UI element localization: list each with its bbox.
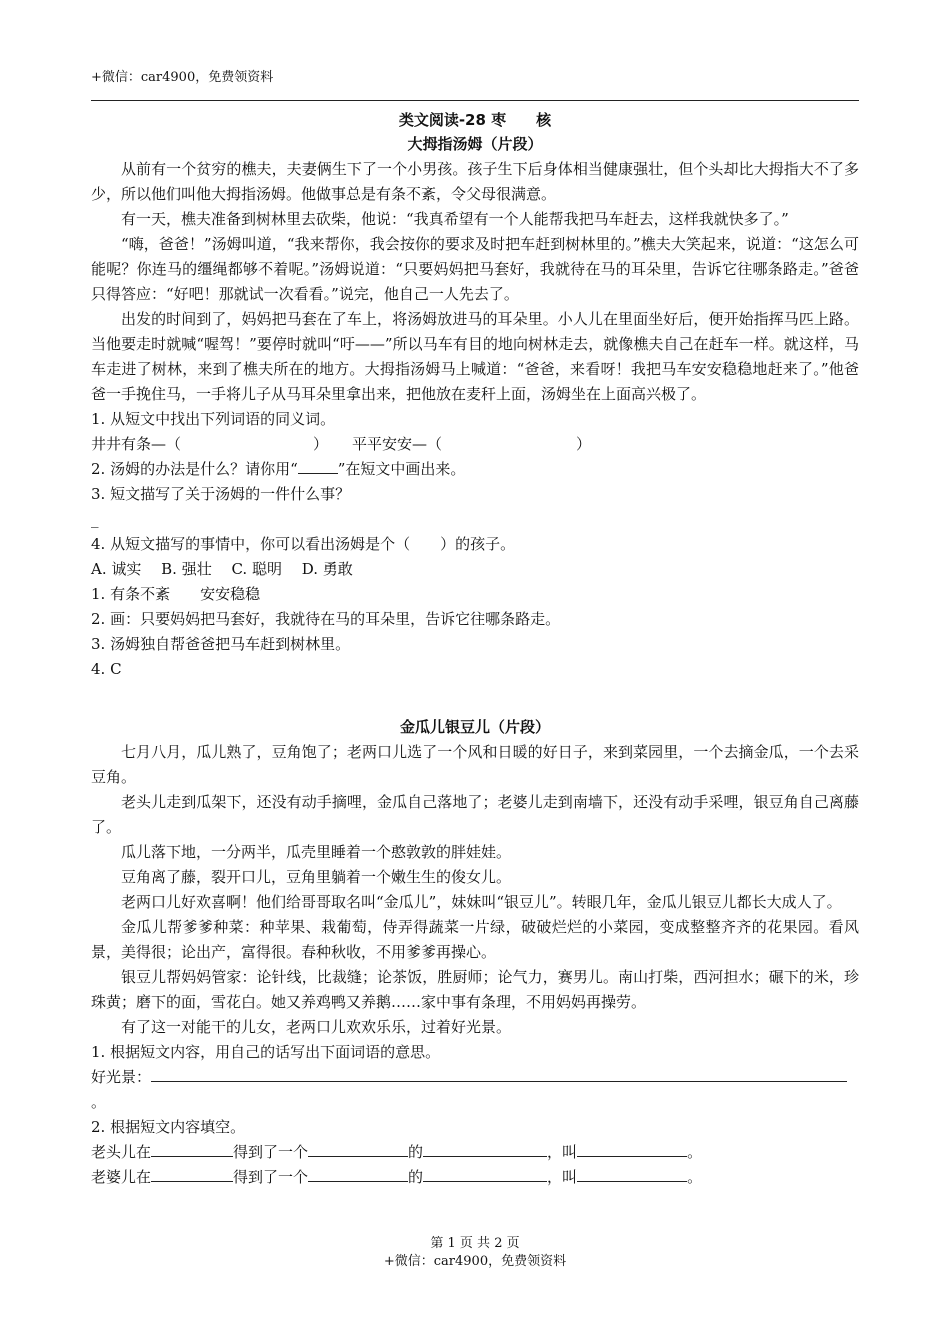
q1-answer-line[interactable]	[151, 1065, 847, 1082]
row2-blank-2[interactable]	[308, 1165, 408, 1182]
section2-title: 金瓜儿银豆儿（片段）	[399, 718, 550, 736]
q2-prefix: 2. 汤姆的办法是什么？请你用“	[91, 460, 298, 478]
header-ad: +微信：car4900，免费领资料	[91, 70, 274, 85]
q1b-suffix: ）	[576, 435, 592, 453]
row2-b: 得到了一个	[233, 1168, 309, 1186]
row1-blank-3[interactable]	[423, 1140, 547, 1157]
row1-a: 老头儿在	[91, 1143, 152, 1161]
q1b-prefix: 平平安安—（	[352, 435, 443, 453]
s1-question-3: 3. 短文描写了关于汤姆的一件什么事？	[91, 485, 351, 503]
row2-d: ，叫	[547, 1168, 578, 1186]
row2-c: 的	[408, 1168, 424, 1186]
s1-question-1-blanks	[91, 432, 859, 457]
row1-blank-1[interactable]	[151, 1140, 233, 1157]
s2-question-2: 2. 根据短文内容填空。	[91, 1118, 246, 1136]
s2-question-1-line	[91, 1065, 859, 1115]
row1-d: ，叫	[547, 1143, 578, 1161]
s2-fill-row-1	[91, 1140, 859, 1165]
row2-a: 老婆儿在	[91, 1168, 152, 1186]
s1-question-4: 4. 从短文描写的事情中，你可以看出汤姆是个（ ）的孩子。	[91, 535, 516, 553]
s1-answer-3: 3. 汤姆独自帮爸爸把马车赶到树林里。	[91, 635, 351, 653]
s2-paragraph-1: 七月八月，瓜儿熟了，豆角饱了；老两口儿选了一个风和日暖的好日子，来到菜园里，一个去摘金瓜，一个去采豆角。	[91, 743, 859, 786]
s2-fill-row-2	[91, 1165, 859, 1190]
s1-paragraph-4: 出发的时间到了，妈妈把马套在了车上，将汤姆放进马的耳朵里。小人儿在里面坐好后，便开始指挥马匹上路。当他要走时就喊“喔驾！”要停时就叫“吁——”所以马车有目的地向树林走去，就像樵夫自己在赶车一样。就这样，马车走进了树林，来到了樵夫所在的地方。大拇指汤姆马上喊道：“爸爸，来看呀！我把马车安安稳稳地赶来了。”他爸爸一手挽住马，一手将儿子从马耳朵里拿出来，把他放在麦秆上面，汤姆坐在上面高兴极了。	[91, 310, 859, 403]
q1-label: 好光景：	[91, 1068, 152, 1086]
section1-subtitle: 大拇指汤姆（片段）	[407, 135, 543, 153]
s2-paragraph-3: 瓜儿落下地，一分两半，瓜壳里睡着一个憨敦敦的胖娃娃。	[121, 843, 512, 861]
s1-question-2	[91, 457, 859, 482]
s1-question-1: 1. 从短文中找出下列词语的同义词。	[91, 410, 336, 428]
header-rule	[91, 100, 859, 101]
footer-ad: +微信：car4900，免费领资料	[383, 1254, 567, 1269]
q1a-suffix: ）	[313, 435, 329, 453]
q1-end: 。	[91, 1093, 107, 1111]
document-body	[91, 108, 859, 1190]
row2-blank-4[interactable]	[577, 1165, 687, 1182]
s2-paragraph-5: 老两口儿好欢喜啊！他们给哥哥取名叫“金瓜儿”，妹妹叫“银豆儿”。转眼几年，金瓜儿银豆儿都长大成人了。	[121, 893, 842, 911]
q1a-prefix: 井井有条—（	[91, 435, 182, 453]
s2-paragraph-8: 有了这一对能干的儿女，老两口儿欢欢乐乐，过着好光景。	[121, 1018, 512, 1036]
s1-answer-2: 2. 画：只要妈妈把马套好，我就待在马的耳朵里，告诉它往哪条路走。	[91, 610, 561, 628]
row1-blank-2[interactable]	[308, 1140, 408, 1157]
row1-b: 得到了一个	[233, 1143, 309, 1161]
s2-paragraph-2: 老头儿走到瓜架下，还没有动手摘哩，金瓜自己落地了；老婆儿走到南墙下，还没有动手采哩，银豆角自己离藤了。	[91, 793, 859, 836]
s1-answer-1: 1. 有条不紊 安安稳稳	[91, 585, 261, 603]
s1-paragraph-3: “嗨，爸爸！”汤姆叫道，“我来帮你，我会按你的要求及时把车赶到树林里的。”樵夫大笑起来，说道：“这怎么可能呢？你连马的缰绳都够不着呢。”汤姆说道：“只要妈妈把马套好，我就待在马的耳朵里，告诉它往哪条路走。”爸爸只得答应：“好吧！那就试一次看看。”说完，他自己一人先去了。	[91, 235, 859, 303]
row1-blank-4[interactable]	[577, 1140, 687, 1157]
s1-answer-4: 4. C	[91, 660, 122, 678]
s2-paragraph-4: 豆角离了藤，裂开口儿，豆角里躺着一个嫩生生的俊女儿。	[121, 868, 512, 886]
row1-c: 的	[408, 1143, 424, 1161]
s1-paragraph-2: 有一天，樵夫准备到树林里去砍柴，他说：“我真希望有一个人能帮我把马车赶去，这样我就快多了。”	[121, 210, 789, 228]
s1-question-4-options: A. 诚实 B. 强壮 C. 聪明 D. 勇敢	[91, 560, 353, 578]
s2-question-1: 1. 根据短文内容，用自己的话写出下面词语的意思。	[91, 1043, 441, 1061]
section1-title: 类文阅读-28 枣 核	[398, 111, 552, 129]
page-number: 第 1 页 共 2 页	[430, 1236, 520, 1251]
s1-question-3-answer-line[interactable]: _	[91, 510, 99, 528]
s1-paragraph-1: 从前有一个贫穷的樵夫，夫妻俩生下了一个小男孩。孩子生下后身体相当健康强壮，但个头却比大拇指大不了多少，所以他们叫他大拇指汤姆。他做事总是有条不紊，令父母很满意。	[91, 160, 859, 203]
row1-e: 。	[687, 1143, 703, 1161]
s2-paragraph-6: 金瓜儿帮爹爹种菜：种苹果、栽葡萄，侍弄得蔬菜一片绿，破破烂烂的小菜园，变成整整齐齐的花果园。看风景，美得很；论出产，富得很。春种秋收，不用爹爹再操心。	[91, 918, 859, 961]
row2-e: 。	[687, 1168, 703, 1186]
q2-underline-sample	[298, 457, 338, 474]
row2-blank-1[interactable]	[151, 1165, 233, 1182]
row2-blank-3[interactable]	[423, 1165, 547, 1182]
q2-suffix: ”在短文中画出来。	[337, 460, 466, 478]
s2-paragraph-7: 银豆儿帮妈妈管家：论针线，比裁缝；论茶饭，胜厨师；论气力，赛男儿。南山打柴，西河担水；碾下的米，珍珠黄；磨下的面，雪花白。她又养鸡鸭又养鹅……家中事有条理，不用妈妈再操劳。	[91, 968, 859, 1011]
